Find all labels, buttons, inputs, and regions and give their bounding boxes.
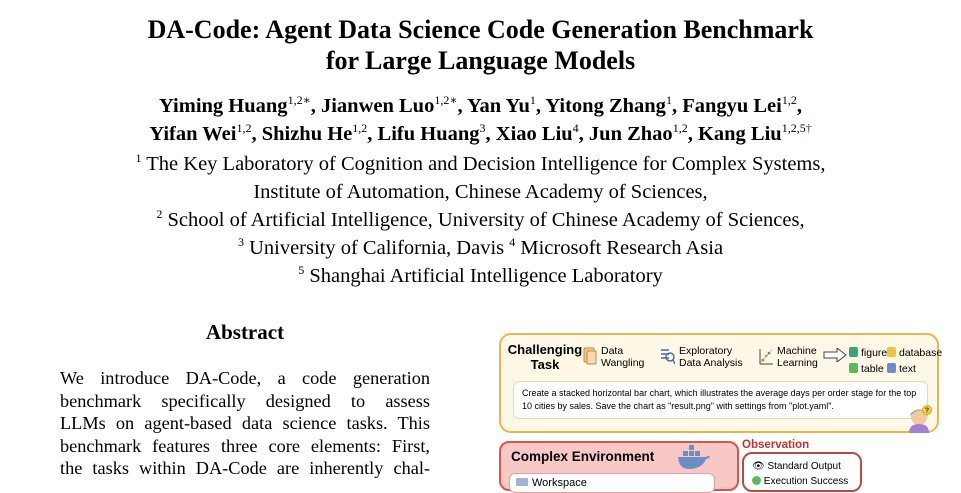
- author-sup: 1,2: [672, 121, 688, 135]
- exploratory-analysis-icon: [661, 347, 675, 365]
- environment-label: Complex Environment: [511, 449, 655, 464]
- abstract-line: the tasks within DA-Code are inherently chal-: [60, 458, 430, 479]
- affiliation-number: 2: [156, 207, 163, 221]
- affiliation-line: [0, 206, 961, 234]
- author-sup: 1,2: [781, 93, 797, 107]
- machine-learning-icon: [759, 347, 773, 365]
- output-label: figure: [861, 347, 888, 359]
- author-sup: 1,2: [352, 121, 368, 135]
- observation-panel: [742, 452, 862, 492]
- author-line-1: Yiming Huang$^{1,2∗}$, Jianwen Luo$^{1,2∗}$, Yan Yu$^1$, Yitong Zhang$^1$, Fangyu Lei$^{1,2}$,: [159, 93, 802, 117]
- text-icon: [887, 363, 896, 373]
- author-name: Lifu Huang: [377, 123, 480, 145]
- output-label: table: [861, 363, 884, 375]
- user-avatar-icon: [905, 405, 933, 433]
- affiliation-text: Shanghai Artificial Intelligence Laboratory: [309, 265, 663, 287]
- table-icon: [849, 363, 858, 373]
- svg-text:?: ?: [924, 407, 930, 415]
- author-name: Shizhu He: [261, 123, 353, 145]
- abstract-line: benchmark specifically designed to assess: [60, 390, 430, 411]
- folder-icon: [516, 478, 528, 486]
- observation-text: Execution Success: [763, 476, 849, 487]
- arrow-right-icon: [823, 348, 847, 362]
- observation-label: Observation: [742, 439, 810, 451]
- author-sup: 1: [529, 93, 536, 107]
- author-list: [0, 92, 961, 148]
- workspace-label: Workspace: [532, 477, 587, 489]
- category-line-2: Learning: [777, 357, 818, 369]
- task-prompt: Create a stacked horizontal bar chart, which illustrates the average days per order stage for the top 10 cities by sales. Save the chart as "result.png" with settings from "plot.yaml".: [513, 381, 928, 419]
- affiliation-number: 3: [237, 235, 244, 249]
- dagger-mark: †: [805, 121, 812, 135]
- author-name: Xiao Liu: [495, 123, 573, 145]
- observation-item: [752, 461, 841, 472]
- author-sup: 1,2∗: [287, 93, 311, 107]
- task-label: Challenging Task: [507, 342, 583, 372]
- docker-icon: [677, 445, 711, 473]
- author-sup: 1,2∗: [434, 93, 458, 107]
- output-label: database: [899, 347, 943, 359]
- abstract-line: benchmark features three core elements: First,: [60, 435, 430, 456]
- category-line-1: Machine: [777, 345, 817, 357]
- affiliation-text: School of Artificial Intelligence, University of Chinese Academy of Sciences,: [167, 209, 805, 231]
- eye-icon: 👁: [752, 461, 765, 472]
- output-database: [887, 347, 942, 359]
- author-sup: 1,2: [236, 121, 252, 135]
- author-name: Yan Yu: [466, 95, 530, 117]
- affiliation-line: [0, 262, 961, 290]
- abstract-heading: Abstract: [205, 320, 285, 344]
- complex-environment-panel: [499, 441, 739, 491]
- author-sup: 3: [479, 121, 486, 135]
- author-name: Jianwen Luo: [320, 95, 435, 117]
- author-sup-text: 1,2,5: [781, 121, 806, 135]
- author-line-2: Yifan Wei$^{1,2}$, Shizhu He$^{1,2}$, Lifu Huang$^3$, Xiao Liu$^4$, Jun Zhao$^{1,2}$, Kang Liu$^{1,2,5\dagger}$: [149, 121, 812, 145]
- author-sup: [782, 121, 812, 135]
- output-figure: [849, 347, 887, 359]
- data-wrangling-icon: [583, 347, 597, 365]
- affiliation-text: Microsoft Research Asia: [520, 237, 724, 259]
- affiliation-line: [0, 234, 961, 262]
- abstract-line: We introduce DA-Code, a code generation: [60, 368, 430, 388]
- category-line-1: Data: [601, 345, 624, 357]
- output-label: text: [899, 363, 916, 375]
- affiliation-text: Institute of Automation, Chinese Academy of Sciences,: [253, 181, 708, 203]
- challenging-task-panel: [499, 333, 943, 433]
- abstract-body: [60, 367, 430, 480]
- author-name: Jun Zhao: [588, 123, 673, 145]
- output-table: [849, 363, 884, 375]
- affiliation-line: [0, 150, 961, 178]
- author-name: Yitong Zhang: [545, 95, 666, 117]
- output-text: [887, 363, 916, 375]
- author-name: Kang Liu: [697, 123, 782, 145]
- affiliation-number: 1: [135, 151, 142, 165]
- database-icon: [887, 347, 896, 357]
- category-line-2: Wangling: [601, 357, 645, 369]
- overview-figure: [494, 331, 944, 489]
- affiliation-number: 5: [298, 263, 305, 277]
- affiliation-list: [0, 150, 961, 290]
- category-line-2: Data Analysis: [679, 357, 743, 369]
- observation-text: Standard Output: [767, 461, 841, 472]
- author-sup: 1: [665, 93, 672, 107]
- title-line-1: DA-Code: Agent Data Science Code Generation Benchmark: [147, 15, 814, 44]
- affiliation-text: The Key Laboratory of Cognition and Decision Intelligence for Complex Systems,: [146, 153, 826, 175]
- workspace-panel: [509, 473, 715, 493]
- affiliation-line: [0, 178, 961, 206]
- author-name: Yiming Huang: [159, 95, 288, 117]
- author-name: Fangyu Lei: [682, 95, 782, 117]
- figure-icon: [849, 347, 858, 357]
- check-icon: [752, 476, 761, 485]
- title-line-2: for Large Language Models: [325, 46, 636, 75]
- author-name: Yifan Wei: [149, 123, 237, 145]
- affiliation-text: University of California, Davis: [249, 237, 505, 259]
- abstract-line: LLMs on agent-based data science tasks. This: [60, 413, 430, 434]
- category-line-1: Exploratory: [679, 345, 733, 357]
- affiliation-number: 4: [509, 235, 516, 249]
- paper-title: [0, 14, 961, 76]
- author-sup: 4: [572, 121, 579, 135]
